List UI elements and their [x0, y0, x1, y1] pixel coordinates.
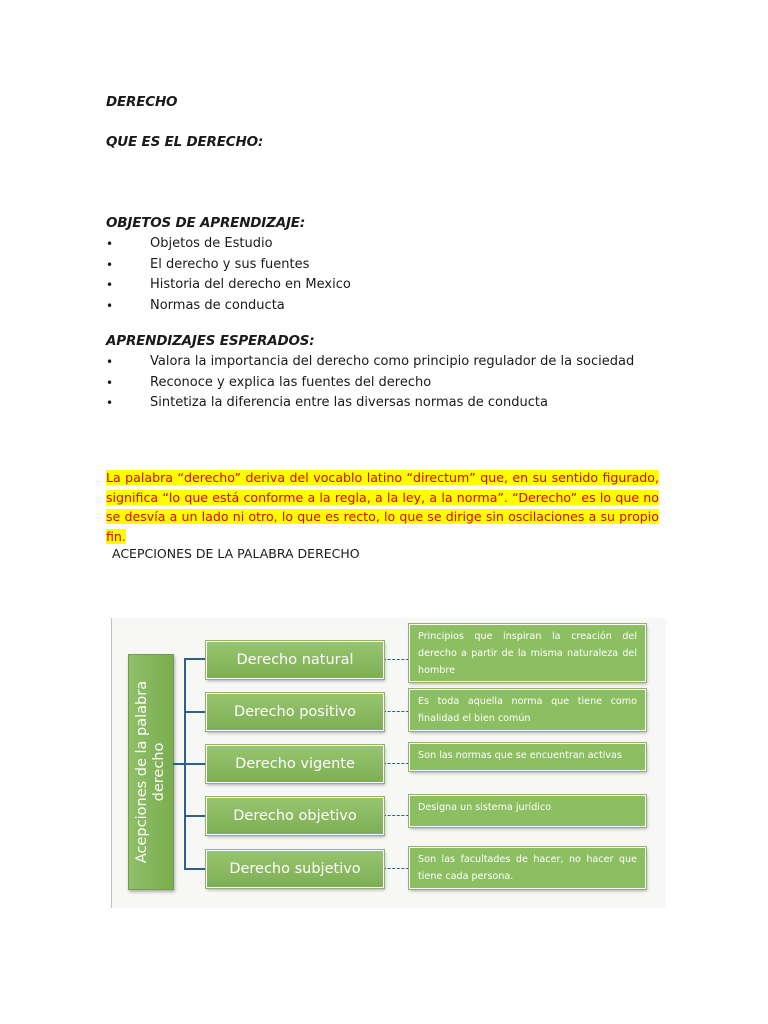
description-box-positivo: Es toda aquella norma que tiene como finalidad el bien común — [409, 689, 646, 731]
objetivos-heading: OBJETOS DE APRENDIZAJE: — [106, 215, 306, 231]
branch-box-positivo: Derecho positivo — [206, 693, 384, 731]
definition-paragraph — [106, 468, 659, 546]
connector-dashed — [383, 711, 409, 713]
list-item — [106, 373, 726, 394]
section-question: QUE ES EL DERECHO: — [106, 134, 264, 150]
connector-dashed — [383, 659, 409, 661]
list-item-text: Historia del derecho en Mexico — [150, 277, 351, 292]
list-item — [106, 296, 706, 317]
diagram-root-label: Acepciones de la palabra derecho — [134, 680, 167, 864]
list-item — [106, 393, 726, 414]
acepciones-diagram — [111, 618, 666, 908]
list-item-text: Sintetiza la diferencia entre las diversas normas de conducta — [150, 395, 548, 410]
list-item — [106, 352, 726, 373]
branch-box-subjetivo: Derecho subjetivo — [206, 850, 384, 888]
aprendizajes-heading: APRENDIZAJES ESPERADOS: — [106, 333, 315, 349]
list-item — [106, 255, 706, 276]
description-box-natural: Principios que inspiran la creación del derecho a partir de la misma naturaleza del hombre — [409, 624, 646, 682]
connector-dashed — [383, 868, 409, 870]
objetivos-list — [106, 234, 706, 316]
connector-dashed — [383, 763, 409, 765]
list-item — [106, 275, 706, 296]
aprendizajes-list — [106, 352, 726, 414]
branch-box-vigente: Derecho vigente — [206, 745, 384, 783]
connector-branch — [184, 763, 206, 765]
list-item-text: El derecho y sus fuentes — [150, 256, 310, 272]
bullet: • — [106, 298, 114, 313]
list-item-text: Reconoce y explica las fuentes del derecho — [150, 374, 432, 390]
bullet: • — [106, 278, 114, 292]
bullet: • — [106, 396, 114, 410]
bullet: • — [106, 355, 114, 369]
connector-dashed — [383, 815, 409, 817]
list-item — [106, 234, 706, 255]
diagram-root-box — [128, 654, 174, 890]
list-item-text: Valora la importancia del derecho como principio regulador de la sociedad — [150, 354, 635, 369]
branch-box-objetivo: Derecho objetivo — [206, 797, 384, 835]
highlighted-text: La palabra “derecho” deriva del vocablo latino “directum” que, en su sentido figurado, significa “lo que está conforme a la regla, a la ley, a la norma”. “Derecho” es lo que no se desvía a un lado ni otro, lo que es recto, lo que se dirige sin oscilaciones a su propio fin. — [106, 470, 659, 544]
bullet: • — [106, 257, 114, 272]
connector-branch — [184, 815, 206, 817]
list-item-text: Objetos de Estudio — [150, 236, 273, 251]
description-box-objetivo: Designa un sistema jurídico — [409, 795, 646, 827]
branch-box-natural: Derecho natural — [206, 641, 384, 679]
connector-branch — [184, 868, 206, 870]
bullet: • — [106, 375, 114, 390]
connector-branch — [184, 711, 206, 713]
document-title: DERECHO — [106, 94, 178, 110]
diagram-caption: ACEPCIONES DE LA PALABRA DERECHO — [112, 546, 360, 561]
connector-branch — [184, 658, 206, 660]
bullet: • — [106, 237, 114, 251]
list-item-text: Normas de conducta — [150, 297, 285, 313]
description-box-subjetivo: Son las facultades de hacer, no hacer que tiene cada persona. — [409, 847, 646, 889]
description-box-vigente: Son las normas que se encuentran activas — [409, 743, 646, 771]
